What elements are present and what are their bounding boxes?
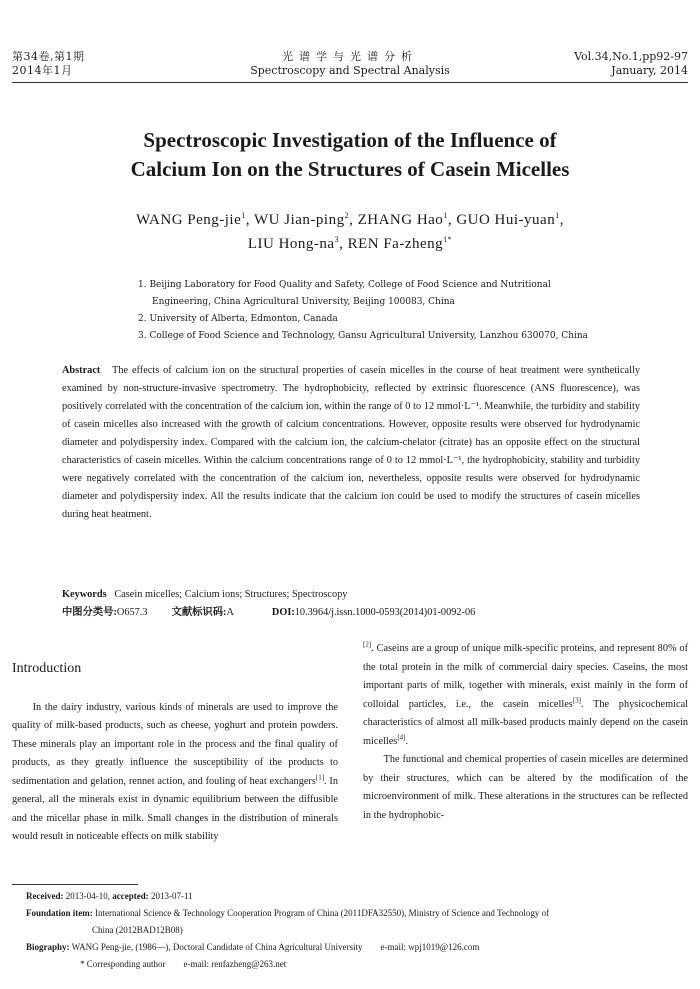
volume-issue-pages: Vol.34,No.1,pp92-97 (574, 50, 688, 63)
author-affil-sup: 1 (443, 211, 448, 220)
affiliation-1: 1. Beijing Laboratory for Food Quality and Safety, College of Food Science and Nutritional (138, 280, 551, 290)
author-name: WANG Peng-jie (136, 212, 242, 228)
abstract-text: The effects of calcium ion on the structural properties of casein micelles in the course of heat treatment were synthetically examined by non-structure-invasive spectrometry. The hydrophobicity, reflected by extrinsic fluorescence (ANS fluorescence), was positively correlated with the concentration of the calcium ion, within the range of 0 to 12 mmol·L⁻¹. Meanwhile, the turbidity and stability of casein micelles also increased with the growth of calcium concentrations. However, opposite results were observed for hydrodynamic diameter and polydispersity index. Compared with the calcium ion, the calcium-chelator (citrate) has an opposite effect on the structural characteristics of casein micelles. Within the calcium concentrations range of 0 to 12 mmol·L⁻¹, the hydrophobicity, stability and turbidity were negatively correlated with the concentration of the calcium ion, nevertheless, opposite results were observed for hydrodynamic diameter and polydispersity index. All the results indicate that the calcium ion could be used to modify the structures of casein micelles during heat heatment. (62, 365, 641, 520)
intro-paragraph-2: The functional and chemical properties of casein micelles are determined by their structures, which can be altered by the modification of the microenvironment of milk. These alterations in the structures can be reflected in the hydrophobic- (363, 754, 688, 821)
biography-label: Biography: (26, 942, 70, 952)
foundation-label: Foundation item: (26, 908, 93, 918)
author-list: WANG Peng-jie$^1$, WU Jian-ping$^2$, ZHANG Hao$^1$, GUO Hui-yuan$^1$, LIU Hong-$na^3$, REN Fa-zheng$^{1*}$ (136, 211, 564, 252)
footnote-rule (12, 884, 138, 885)
citation-ref: [3] (572, 696, 581, 705)
author-affil-sup: 3 (334, 235, 340, 244)
received-label: Received: (26, 891, 64, 901)
foundation-text: International Science & Technology Cooperation Program of China (2011DFA32550), Ministry of Science and Technology of (95, 908, 550, 918)
received-date: 2013-04-10, (65, 891, 110, 901)
body-text: . (405, 735, 409, 747)
journal-volume-en (574, 50, 688, 78)
author-affil-sup: 1 (241, 211, 246, 220)
doc-code-label: 文献标识码: (171, 607, 227, 618)
body-column-left (12, 640, 338, 847)
body-text: . In general, all the minerals exist in dynamic equilibrium between the diffusible and the micellar phase in milk. Small changes in the distribution of minerals would result in noticeable effects on milk stability (12, 775, 339, 842)
author-name: LIU Hong-na (247, 236, 335, 252)
date-cn: 2014年1月 (12, 64, 73, 77)
author-name: ZHANG Hao (357, 212, 444, 228)
corresponding-email: e-mail: renfazheng@263.net (183, 959, 287, 969)
author-affil-sup: 1 (555, 211, 560, 220)
citation-ref: [2] (363, 640, 372, 649)
abstract-label: Abstract (62, 365, 101, 376)
title-line-2: Calcium Ion on the Structures of Casein Micelles (130, 157, 570, 181)
affiliations (138, 277, 638, 345)
citation-ref: [4] (397, 733, 406, 742)
header-rule (12, 82, 688, 83)
biography-text: WANG Peng-jie, (1986—), Doctoral Candidate of China Agricultural University (71, 942, 363, 952)
body-text: . The physicochemical characteristics of almost all milk-based products mainly depend on the casein micelles (363, 698, 688, 747)
doi-value: 10.3964/j.issn.1000-0593(2014)01-0092-06 (294, 607, 476, 618)
intro-paragraph-1 (12, 699, 338, 847)
doi-label: DOI: (271, 607, 295, 618)
foundation-text-cont: China (2012BAD12B08) (92, 925, 183, 935)
body-column-right (363, 640, 688, 825)
corresponding-author-label: * Corresponding author (80, 959, 166, 969)
journal-volume-cn (12, 50, 85, 78)
volume-issue-cn: 第34卷,第1期 (12, 50, 85, 63)
clc-label: 中图分类号: (62, 607, 117, 618)
section-heading-introduction: Introduction (12, 661, 82, 676)
classification-line (62, 604, 662, 622)
keywords (62, 586, 640, 604)
body-text: In the dairy industry, various kinds of minerals are used to improve the quality of milk-based products, such as cheese, yoghurt and protein powders. These minerals play an important role in the process and the final quality of products, as they greatly influence the susceptibility of the products to sedimentation and gelation, rennet action, and fouling of heat exchangers (12, 701, 338, 787)
body-text: . Caseins are a group of unique milk-specific proteins, and represent 80% of the total protein in the milk of commercial dairy species. Caseins, the most important parts of milk, together with minerals, exist mainly in the form of colloidal particles, i.e., the casein micelles (363, 643, 688, 710)
affiliation-1-cont: Engineering, China Agricultural University, Beijing 100083, China (152, 297, 455, 307)
author-affil-sup: 2 (344, 211, 350, 220)
accepted-label: accepted: (112, 891, 149, 901)
title-line-1: Spectroscopic Investigation of the Influence of (143, 128, 557, 152)
journal-title-block (200, 50, 500, 78)
keywords-text: Casein micelles; Calcium ions; Structures; Spectroscopy (114, 589, 348, 600)
date-en: January, 2014 (611, 64, 688, 77)
journal-title-en: Spectroscopy and Spectral Analysis (250, 64, 450, 77)
affiliation-3: 3. College of Food Science and Technology, Gansu Agricultural University, Lanzhou 630070, China (138, 331, 589, 341)
author-name: REN Fa-zheng (347, 236, 444, 252)
abstract (62, 362, 640, 524)
author-name: WU Jian-ping (254, 212, 345, 228)
doc-code-value: A (226, 607, 234, 618)
accepted-date: 2013-07-11 (150, 891, 193, 901)
biography-email: e-mail: wpj1019@126.com (380, 942, 480, 952)
article-title (60, 126, 640, 184)
author-affil-sup: 1* (443, 235, 453, 244)
author-name: GUO Hui-yuan (456, 212, 556, 228)
clc-value: O657.3 (116, 607, 148, 618)
journal-title-cn: 光谱学与光谱分析 (282, 50, 418, 63)
intro-paragraph-1-cont (363, 640, 688, 751)
citation-ref: [1] (315, 773, 325, 782)
keywords-label: Keywords (62, 589, 107, 600)
affiliation-2: 2. University of Alberta, Edmonton, Canada (138, 314, 338, 324)
footnotes (12, 888, 692, 973)
